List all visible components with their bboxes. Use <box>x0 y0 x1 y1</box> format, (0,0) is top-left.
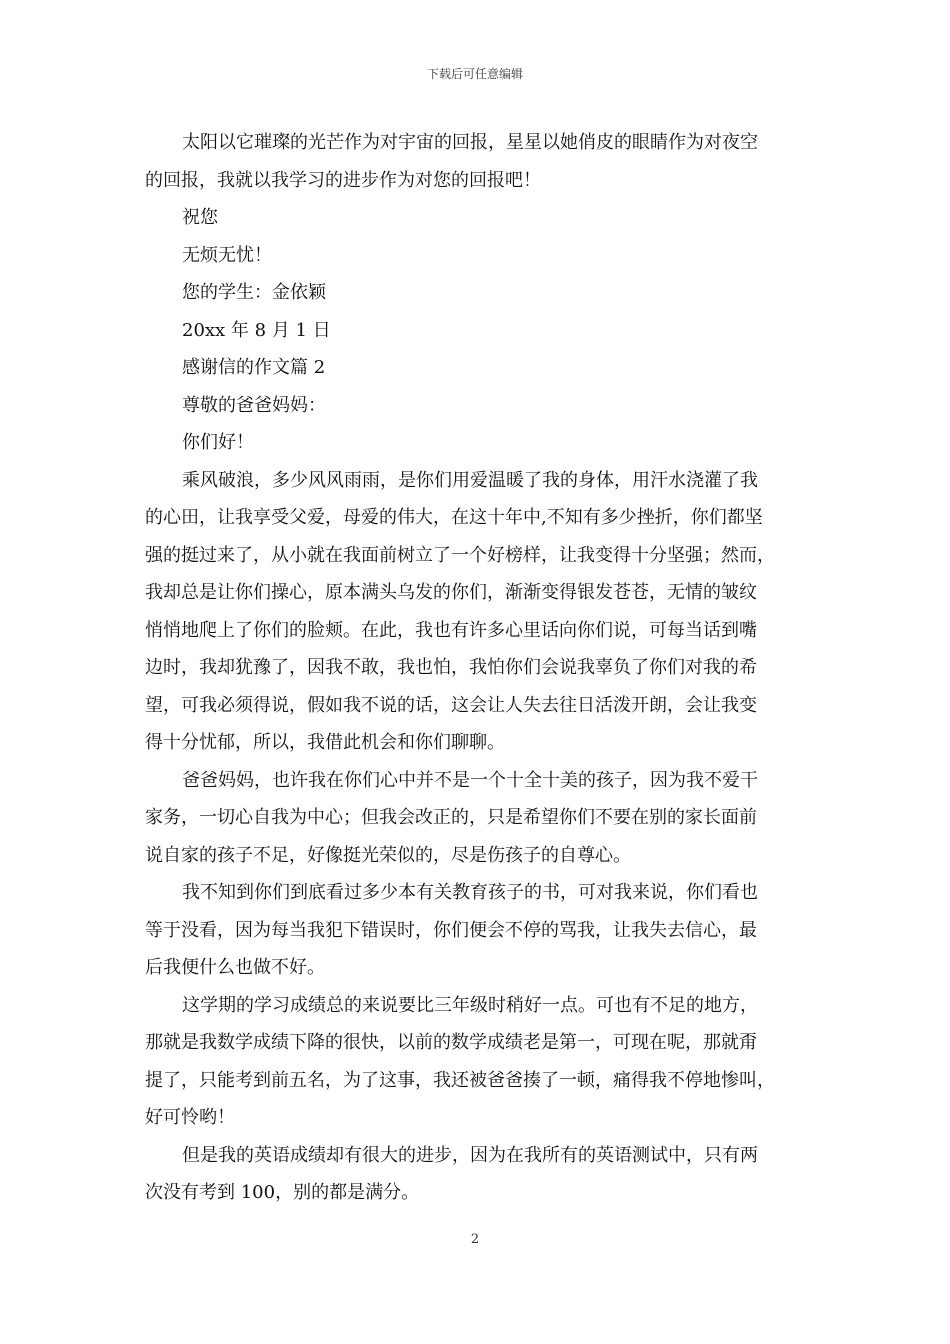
text-line: 尊敬的爸爸妈妈： <box>182 394 326 416</box>
text-line: 爸爸妈妈，也许我在你们心中并不是一个十全十美的孩子，因为我不爱干 <box>182 769 758 791</box>
page-number: 2 <box>470 1232 480 1247</box>
text-line: 好可怜哟！ <box>145 1107 235 1128</box>
text-line: 得十分忧郁，所以，我借此机会和你们聊聊。 <box>145 732 505 753</box>
text-line: 您的学生：金依颖 <box>182 282 326 303</box>
text-line: 我不知到你们到底看过多少本有关教育孩子的书，可对我来说，你们看也 <box>182 882 758 903</box>
text-line: 说自家的孩子不足，好像挺光荣似的，尽是伤孩子的自尊心。 <box>145 844 631 866</box>
document-body <box>145 124 805 1212</box>
text-line: 无烦无忧！ <box>182 244 272 266</box>
text-line: 祝您 <box>182 207 218 228</box>
text-line: 那就是我数学成绩下降的很快，以前的数学成绩老是第一，可现在呢，那就甭 <box>145 1032 757 1053</box>
text-line: 太阳以它璀璨的光芒作为对宇宙的回报，星星以她俏皮的眼睛作为对夜空 <box>182 132 758 153</box>
text-line: 我却总是让你们操心，原本满头乌发的你们，渐渐变得银发苍苍，无情的皱纹 <box>145 582 757 603</box>
page-header: 下载后可任意编辑 <box>426 67 523 81</box>
text-line: 强的挺过来了，从小就在我面前树立了一个好榜样，让我变得十分坚强；然而， <box>145 544 775 566</box>
text-line: 乘风破浪，多少风风雨雨，是你们用爱温暖了我的身体，用汗水浇灌了我 <box>182 469 758 491</box>
text-line: 但是我的英语成绩却有很大的进步，因为在我所有的英语测试中，只有两 <box>182 1144 758 1166</box>
text-line: 等于没看，因为每当我犯下错误时，你们便会不停的骂我，让我失去信心，最 <box>145 919 757 941</box>
text-line: 望，可我必须得说，假如我不说的话，这会让人失去往日活泼开朗，会让我变 <box>145 694 757 716</box>
text-line: 后我便什么也做不好。 <box>145 957 325 978</box>
text-line: 你们好！ <box>182 432 254 453</box>
text-line: 次没有考到 100，别的都是满分。 <box>145 1182 420 1203</box>
text-line: 的回报，我就以我学习的进步作为对您的回报吧！ <box>145 169 541 191</box>
text-line: 家务，一切心自我为中心；但我会改正的，只是希望你们不要在别的家长面前 <box>145 807 757 828</box>
text-line: 20xx 年 8 月 1 日 <box>182 319 331 341</box>
text-line: 边时，我却犹豫了，因我不敢，我也怕，我怕你们会说我辜负了你们对我的希 <box>145 657 757 678</box>
text-line: 这学期的学习成绩总的来说要比三年级时稍好一点。可也有不足的地方， <box>182 994 758 1016</box>
text-line: 悄悄地爬上了你们的脸颊。在此，我也有许多心里话向你们说，可每当话到嘴 <box>145 619 757 641</box>
text-line: 提了，只能考到前五名，为了这事，我还被爸爸揍了一顿，痛得我不停地惨叫， <box>145 1069 775 1091</box>
text-line: 感谢信的作文篇 2 <box>182 357 326 378</box>
text-line: 的心田，让我享受父爱，母爱的伟大，在这十年中,不知有多少挫折，你们都坚 <box>145 507 763 528</box>
